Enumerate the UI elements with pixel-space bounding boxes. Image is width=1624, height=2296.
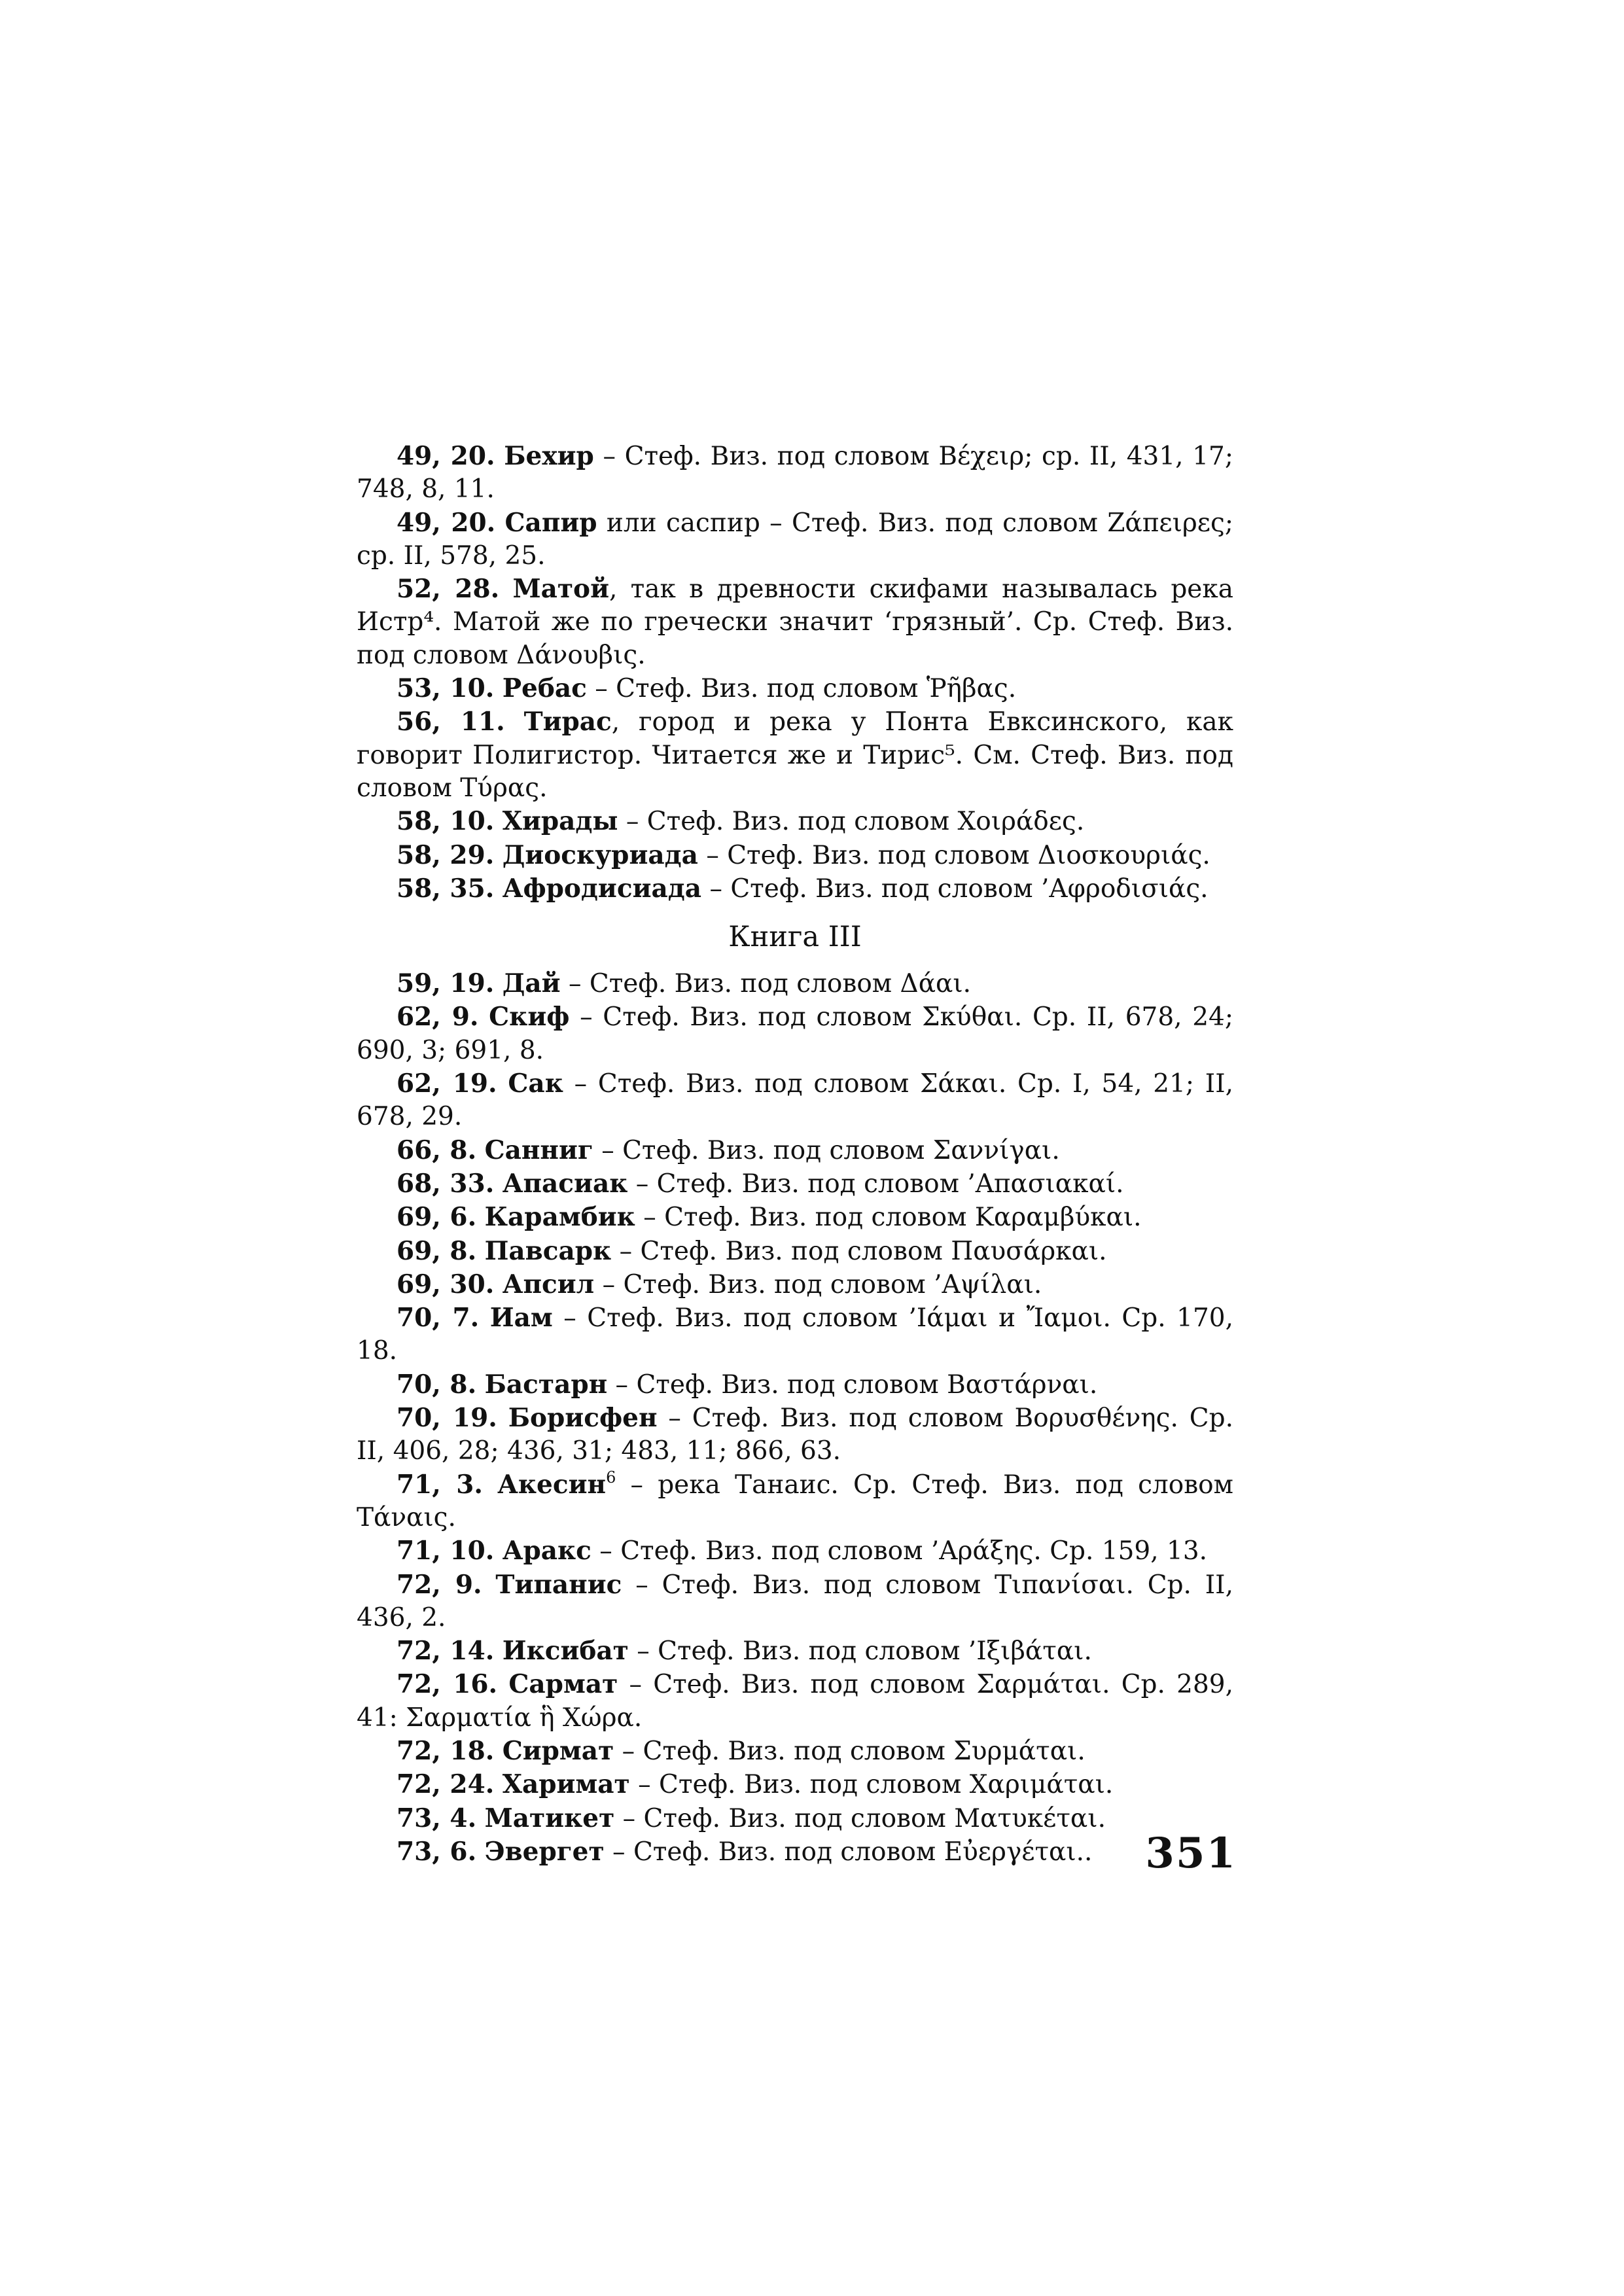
index-entry [357, 1301, 1233, 1368]
entry-reference: 66, 8. [397, 1135, 477, 1165]
index-entry [357, 839, 1233, 872]
entries-section-1 [357, 440, 1233, 906]
index-entry [357, 967, 1233, 1000]
index-entry [357, 872, 1233, 906]
entry-text: – Стеф. Виз. под словом Τιπανίσαι. Ср. II, 436, 2. [357, 1570, 1233, 1633]
entry-text: – Стеф. Виз. под словом Σαρμάται. Ср. 289, 41: Σαρματία ἣ Χώρα. [357, 1670, 1233, 1733]
index-entry [357, 705, 1233, 805]
index-entry [357, 805, 1233, 838]
index-entry [357, 1568, 1233, 1635]
index-entry [357, 1768, 1233, 1801]
entry-text: – Стеф. Виз. под словом ’Ιξιβάται. [628, 1636, 1092, 1667]
entry-reference: 72, 18. [397, 1735, 495, 1766]
entry-term: Бехир [504, 441, 594, 471]
entry-text: – Стеф. Виз. под словом Σκύθαι. Ср. II, 678, 24; 690, 3; 691, 8. [357, 1002, 1233, 1065]
entry-term: Скиф [489, 1002, 570, 1033]
entry-reference: 52, 28. [397, 574, 500, 605]
entry-term: Дай [502, 968, 561, 999]
index-entry [357, 506, 1233, 573]
entry-reference: 62, 9. [397, 1002, 479, 1033]
index-entry [357, 1368, 1233, 1402]
index-entry [357, 672, 1233, 705]
entry-text: – Стеф. Виз. под словом ’Ιάμαι и Ἴαμοι. Ср. 170, 18. [357, 1303, 1233, 1366]
entry-reference: 49, 20. [397, 507, 496, 538]
entry-text: – река Танаис. Ср. Стеф. Виз. под словом Τάναις. [357, 1470, 1233, 1532]
entry-text: – Стеф. Виз. под словом Βαστάρναι. [607, 1369, 1098, 1400]
entry-term: Акесин [497, 1469, 607, 1500]
entry-term: Иксибат [502, 1636, 629, 1667]
entry-term: Матой [512, 574, 609, 605]
entry-reference: 59, 19. [397, 968, 495, 999]
entry-term: Сирмат [502, 1735, 614, 1766]
entry-term: Тирас [523, 707, 612, 737]
entry-reference: 58, 10. [397, 806, 495, 837]
entry-reference: 69, 6. [397, 1202, 477, 1233]
index-entry [357, 1134, 1233, 1167]
entry-reference: 70, 7. [397, 1303, 480, 1333]
entry-reference: 72, 14. [397, 1636, 495, 1667]
entry-term: Харимат [502, 1769, 630, 1800]
entry-text: – Стеф. Виз. под словом ’Αράξης. Ср. 159, 13. [591, 1536, 1208, 1566]
entry-reference: 69, 8. [397, 1235, 477, 1266]
entry-text: – Стеф. Виз. под словом Ῥῆβας. [586, 674, 1017, 704]
entry-term: Санниг [484, 1135, 593, 1165]
index-entry [357, 1534, 1233, 1568]
entry-term: Апсил [502, 1269, 595, 1299]
entry-term: Типанис [495, 1569, 622, 1600]
index-entry [357, 1835, 1233, 1869]
entry-text: – Стеф. Виз. под словом Σάκαι. Ср. I, 54, 21; II, 678, 29. [357, 1069, 1233, 1132]
entry-term: Сармат [508, 1669, 618, 1700]
footnote-marker: 6 [606, 1468, 616, 1487]
entry-term: Диоскуриада [502, 839, 698, 870]
index-entry [357, 1201, 1233, 1234]
entry-reference: 70, 19. [397, 1403, 497, 1434]
entry-reference: 69, 30. [397, 1269, 495, 1299]
entry-text: – Стеф. Виз. под словом Δάαι. [560, 969, 972, 999]
entry-text: – Стеф. Виз. под словом Διοσκουριάς. [697, 840, 1210, 870]
entry-reference: 49, 20. [397, 441, 495, 471]
entry-text: , так в древности скифами называлась река Истр⁴. Матой же по гречески значит ‘грязный’. Ср. Стеф. Виз. под словом Δάνουβις. [357, 574, 1233, 670]
text-block [357, 440, 1233, 1869]
entry-term: Павсарк [484, 1235, 612, 1266]
entry-text: – Стеф. Виз. под словом Παυσάρκαι. [611, 1236, 1107, 1266]
page-number: 351 [1145, 1829, 1237, 1878]
entry-term: Аракс [502, 1536, 591, 1566]
index-entry [357, 1468, 1233, 1535]
index-entry [357, 1268, 1233, 1301]
entry-term: Ребас [502, 673, 587, 704]
index-entry [357, 1167, 1233, 1201]
entry-text: – Стеф. Виз. под словом Βορυσθένης. Ср. II, 406, 28; 436, 31; 483, 11; 866, 63. [357, 1404, 1233, 1466]
entry-reference: 73, 6. [397, 1836, 477, 1867]
entry-reference: 73, 4. [397, 1803, 477, 1833]
entry-text: – Стеф. Виз. под словом ’Αφροδισιάς. [701, 874, 1209, 904]
entry-text: – Стеф. Виз. под словом Ματυκέται. [614, 1803, 1106, 1833]
entries-section-2 [357, 967, 1233, 1869]
index-entry [357, 573, 1233, 672]
index-entry [357, 1802, 1233, 1835]
entry-term: Хирады [502, 806, 618, 837]
index-entry [357, 1668, 1233, 1735]
section-heading: Книга III [728, 921, 862, 954]
entry-term: Матикет [484, 1803, 615, 1833]
entry-term: Карамбик [484, 1202, 635, 1233]
entry-reference: 70, 8. [397, 1369, 477, 1400]
entry-reference: 72, 9. [397, 1569, 482, 1600]
entry-text: – Стеф. Виз. под словом Εὐεργέται.. [604, 1837, 1093, 1867]
entry-reference: 58, 29. [397, 839, 495, 870]
entry-term: Сапир [504, 507, 597, 538]
entry-reference: 72, 24. [397, 1769, 495, 1800]
entry-reference: 71, 10. [397, 1536, 495, 1566]
entry-reference: 53, 10. [397, 673, 495, 704]
entry-reference: 62, 19. [397, 1069, 497, 1099]
entry-term: Сак [508, 1069, 563, 1099]
entry-text: – Стеф. Виз. под словом Σαννίγαι. [593, 1135, 1060, 1165]
entry-reference: 68, 33. [397, 1168, 495, 1199]
index-entry [357, 1402, 1233, 1468]
entry-text: – Стеф. Виз. под словом Καραμβύκαι. [635, 1203, 1142, 1233]
entry-reference: 71, 3. [397, 1469, 483, 1500]
entry-text: – Стеф. Виз. под словом Συρμάται. [614, 1736, 1086, 1766]
entry-reference: 72, 16. [397, 1669, 498, 1700]
index-entry [357, 440, 1233, 506]
entry-reference: 56, 11. [397, 707, 505, 737]
index-entry [357, 1735, 1233, 1768]
index-entry [357, 1000, 1233, 1067]
entry-reference: 58, 35. [397, 873, 495, 904]
entry-term: Борисфен [508, 1403, 658, 1434]
entry-text: , город и река у Понта Евксинского, как говорит Полигистор. Читается же и Тирис⁵. См. Стеф. Виз. под словом Τύρας. [357, 707, 1233, 803]
entry-text: – Стеф. Виз. под словом ’Αψίλαι. [594, 1269, 1042, 1299]
index-entry [357, 1235, 1233, 1268]
entry-term: Бастарн [484, 1369, 608, 1400]
entry-text: – Стеф. Виз. под словом Χαριμάται. [629, 1770, 1114, 1800]
entry-term: Иам [489, 1303, 553, 1333]
index-entry [357, 1634, 1233, 1668]
index-entry [357, 1067, 1233, 1134]
entry-term: Апасиак [502, 1168, 628, 1199]
entry-text: – Стеф. Виз. под словом Χοιράδες. [618, 807, 1085, 837]
entry-text: – Стеф. Виз. под словом ’Απασιακαί. [627, 1169, 1124, 1199]
entry-text: – Стеф. Виз. под словом Βέχειρ; ср. II, 431, 17; 748, 8, 11. [357, 442, 1234, 504]
entry-term: Эвергет [484, 1836, 605, 1867]
entry-text: или саспир – Стеф. Виз. под словом Ζάπειρες; ср. II, 578, 25. [357, 508, 1233, 571]
entry-term: Афродисиада [502, 873, 702, 904]
